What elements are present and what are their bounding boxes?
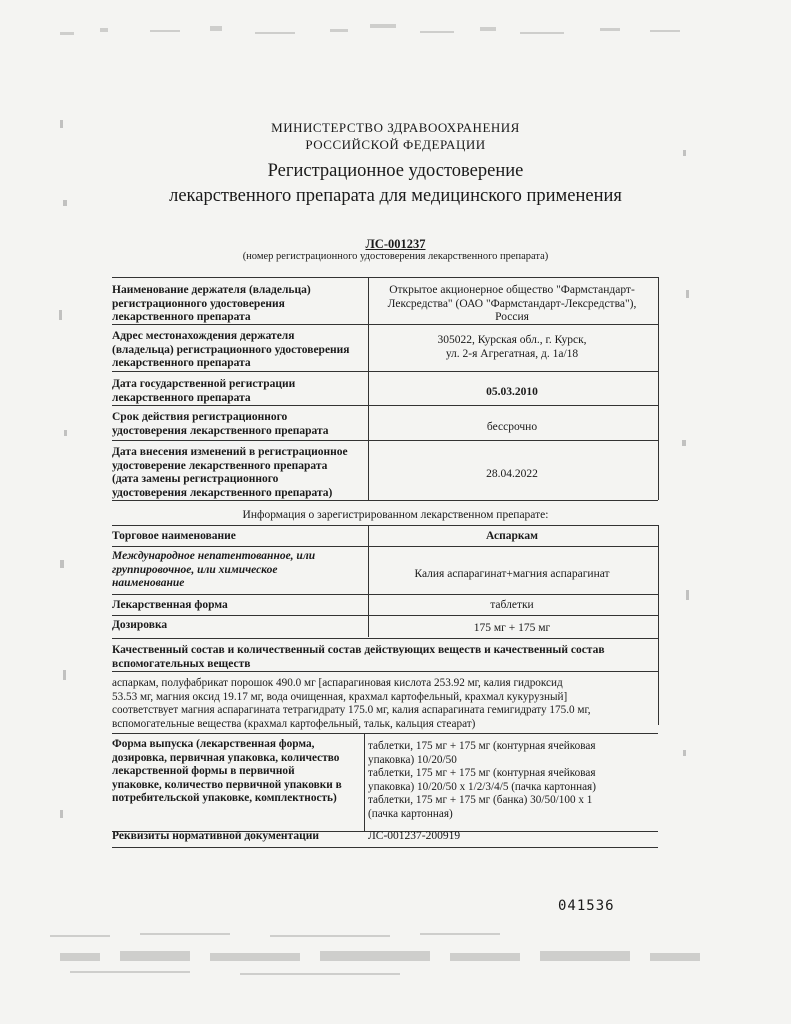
dosage-form-value: таблетки [490,599,534,611]
table-border-right [658,277,659,500]
table-border-right [658,525,659,725]
row-separator [112,615,658,616]
trade-name-value: Аспаркам [486,530,538,542]
row-separator [112,324,658,325]
document-title-line2: лекарственного препарата для медицинского применения [169,186,622,206]
inn-label: Международное непатентованное, или группировочное, или химическое наименование [112,550,316,589]
scan-noise-bottom [40,925,740,985]
change-date-label: Дата внесения изменений в регистрационное удостоверение лекарственного препарата (дата замены регистрационного удостоверения лекарственного препарата) [112,446,348,499]
registration-number-caption: (номер регистрационного удостоверения лекарственного препарата) [242,251,549,262]
row-separator [112,638,658,639]
scan-noise-top [40,10,740,50]
ministry-name-line1: МИНИСТЕРСТВО ЗДРАВООХРАНЕНИЯ [271,120,520,135]
normative-label: Реквизиты нормативной документации [112,830,319,842]
address-label: Адрес местонахождения держателя (владельца) регистрационного удостоверения лекарственного препарата [112,330,350,369]
registration-number: ЛС-001237 [365,237,426,251]
dosage-value: 175 мг + 175 мг [473,622,551,634]
dosage-label: Дозировка [112,619,168,631]
release-form-value: таблетки, 175 мг + 175 мг (контурная ячейковая упаковка) 10/20/50 таблетки, 175 мг + 175 мг (контурная ячейковая упаковка) 10/20/50 x 1/2/3/4/5 (пачка картонная) таблетки, 175 мг + 175 мг (банка) 30/50/100 x 1 (пачка картонная) [368,740,596,820]
ministry-name-line2: РОССИЙСКОЙ ФЕДЕРАЦИИ [305,137,486,152]
reg-date-value: 05.03.2010 [486,386,538,398]
composition-label: Качественный состав и количественный состав действующих веществ и качественный состав вспомогательных веществ [112,644,605,670]
holder-label: Наименование держателя (владельца) регистрационного удостоверения лекарственного препарата [112,284,311,323]
validity-value: бессрочно [486,421,538,433]
row-separator [112,500,658,501]
row-separator [112,594,658,595]
inn-value: Калия аспарагинат+магния аспарагинат [414,568,610,580]
table-border-top [112,277,658,278]
validity-label: Срок действия регистрационного удостоверения лекарственного препарата [112,411,329,437]
row-separator [112,546,658,547]
holder-value: Открытое акционерное общество "Фармстандарт- Лексредства" (ОАО "Фармстандарт-Лексредства"), Россия [387,284,637,323]
row-separator [112,440,658,441]
document-title-line1: Регистрационное удостоверение [267,161,524,181]
row-separator [112,847,658,848]
change-date-value: 28.04.2022 [486,468,538,480]
info-heading: Информация о зарегистрированном лекарственном препарате: [242,509,549,521]
scan-margin-marks-right [678,110,698,870]
row-separator [112,671,658,672]
dosage-form-label: Лекарственная форма [112,599,228,611]
table-divider [364,733,365,831]
row-separator [112,371,658,372]
form-serial-number: 041536 [558,898,615,914]
composition-text: аспаркам, полуфабрикат порошок 490.0 мг [аспарагиновая кислота 253.92 мг, калия гидроксид 53.53 мг, магния оксид 19.17 мг, вода очищенная, крахмал картофельный, крахмал кукурузный] соответствует магния аспарагината тетрагидрату 175.0 мг, калия аспарагината гемигидрату 175.0 мг, вспомогательные вещества (крахмал картофельный, тальк, кальция стеарат) [112,677,591,730]
trade-name-label: Торговое наименование [112,530,236,542]
row-separator [112,405,658,406]
row-separator [112,733,658,734]
scan-margin-marks-left [55,110,75,870]
row-separator [112,525,658,526]
release-form-label: Форма выпуска (лекарственная форма, дозировка, первичная упаковка, количество лекарственной формы в первичной упаковке, количество первичной упаковки в потребительской упаковке, комплектность) [112,738,342,804]
address-value: 305022, Курская обл., г. Курск, ул. 2-я Агрегатная, д. 1а/18 [437,334,587,360]
normative-value: ЛС-001237-200919 [368,830,461,842]
reg-date-label: Дата государственной регистрации лекарственного препарата [112,378,296,404]
